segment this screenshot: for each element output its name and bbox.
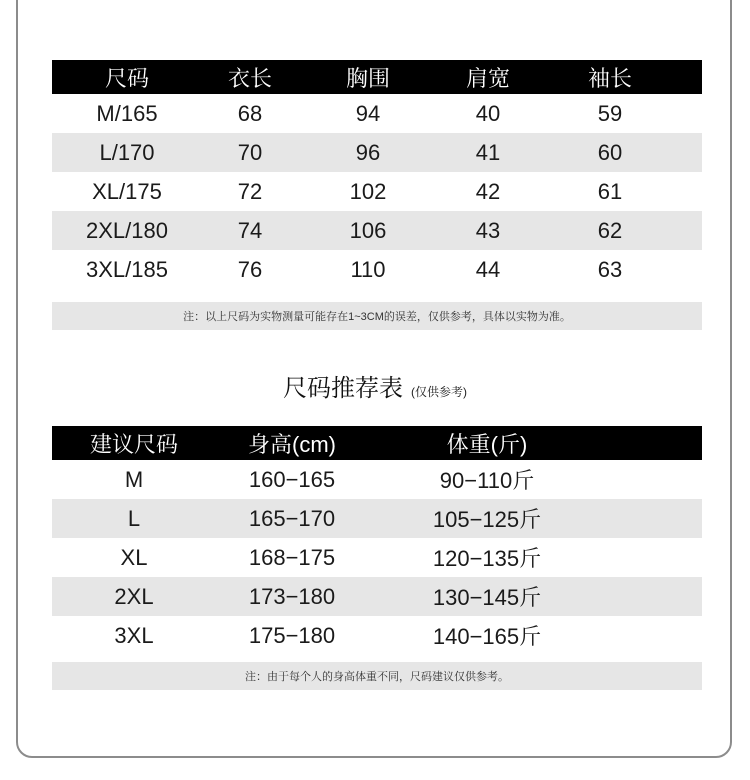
table-row — [52, 616, 702, 655]
header-length: 衣长 — [227, 65, 272, 91]
suggested-size-cell: XL — [120, 544, 148, 570]
recommend-table — [52, 426, 702, 655]
suggested-size-cell: 3XL — [114, 622, 154, 648]
table-row — [52, 577, 702, 616]
recommend-title — [0, 368, 750, 403]
table-row — [52, 250, 702, 289]
shoulder-cell: 42 — [475, 178, 501, 204]
length-cell: 76 — [237, 256, 263, 282]
table-row — [52, 538, 702, 577]
suggested-size-cell: M — [124, 466, 144, 492]
weight-cell: 140−165斤 — [432, 624, 542, 649]
shoulder-cell: 44 — [475, 256, 501, 282]
sleeve-cell: 61 — [597, 178, 623, 204]
chest-cell: 106 — [349, 217, 387, 243]
chest-cell: 94 — [355, 100, 381, 126]
header-suggested-size: 建议尺码 — [89, 431, 178, 457]
chest-cell: 110 — [350, 256, 386, 282]
size-cell: M/165 — [96, 100, 158, 126]
sleeve-cell: 59 — [597, 100, 623, 126]
weight-cell: 90−110斤 — [439, 468, 535, 493]
sleeve-cell: 60 — [597, 139, 623, 165]
table-row — [52, 94, 702, 133]
table-row — [52, 172, 702, 211]
sleeve-cell: 63 — [597, 256, 623, 282]
header-height: 身高(cm) — [248, 431, 336, 457]
recommend-table-note: 注：由于每个人的身高体重不同，尺码建议仅供参考。 — [52, 662, 702, 690]
header-weight: 体重(斤) — [446, 431, 528, 457]
header-sleeve: 袖长 — [587, 65, 632, 91]
weight-cell: 130−145斤 — [432, 585, 542, 610]
weight-cell: 105−125斤 — [432, 507, 542, 532]
recommend-subtitle: (仅供参考) — [411, 385, 467, 399]
shoulder-cell: 40 — [475, 100, 501, 126]
recommend-table-header — [52, 426, 702, 460]
height-cell: 165−170 — [248, 505, 336, 531]
size-cell: XL/175 — [92, 178, 162, 204]
size-cell: 2XL/180 — [86, 217, 168, 243]
size-table-note: 注：以上尺码为实物测量可能存在1~3CM的误差，仅供参考，具体以实物为准。 — [52, 302, 702, 330]
height-cell: 175−180 — [248, 622, 336, 648]
table-row — [52, 460, 702, 499]
chest-cell: 102 — [349, 178, 387, 204]
suggested-size-cell: 2XL — [114, 583, 154, 609]
length-cell: 74 — [237, 217, 263, 243]
header-shoulder: 肩宽 — [465, 65, 510, 91]
height-cell: 173−180 — [248, 583, 336, 609]
weight-cell: 120−135斤 — [432, 546, 542, 571]
size-table — [52, 60, 702, 289]
size-table-header — [52, 60, 702, 94]
length-cell: 70 — [237, 139, 263, 165]
shoulder-cell: 43 — [475, 217, 501, 243]
recommend-title-text: 尺码推荐表 — [283, 375, 403, 402]
table-row — [52, 499, 702, 538]
length-cell: 68 — [237, 100, 263, 126]
table-row — [52, 133, 702, 172]
height-cell: 168−175 — [248, 544, 336, 570]
sleeve-cell: 62 — [597, 217, 623, 243]
table-row — [52, 211, 702, 250]
length-cell: 72 — [237, 178, 263, 204]
shoulder-cell: 41 — [475, 139, 501, 165]
header-size: 尺码 — [104, 65, 149, 91]
height-cell: 160−165 — [248, 466, 336, 492]
size-cell: 3XL/185 — [86, 256, 168, 282]
size-cell: L/170 — [99, 139, 155, 165]
suggested-size-cell: L — [127, 505, 141, 531]
header-chest: 胸围 — [345, 65, 390, 91]
chest-cell: 96 — [355, 139, 381, 165]
